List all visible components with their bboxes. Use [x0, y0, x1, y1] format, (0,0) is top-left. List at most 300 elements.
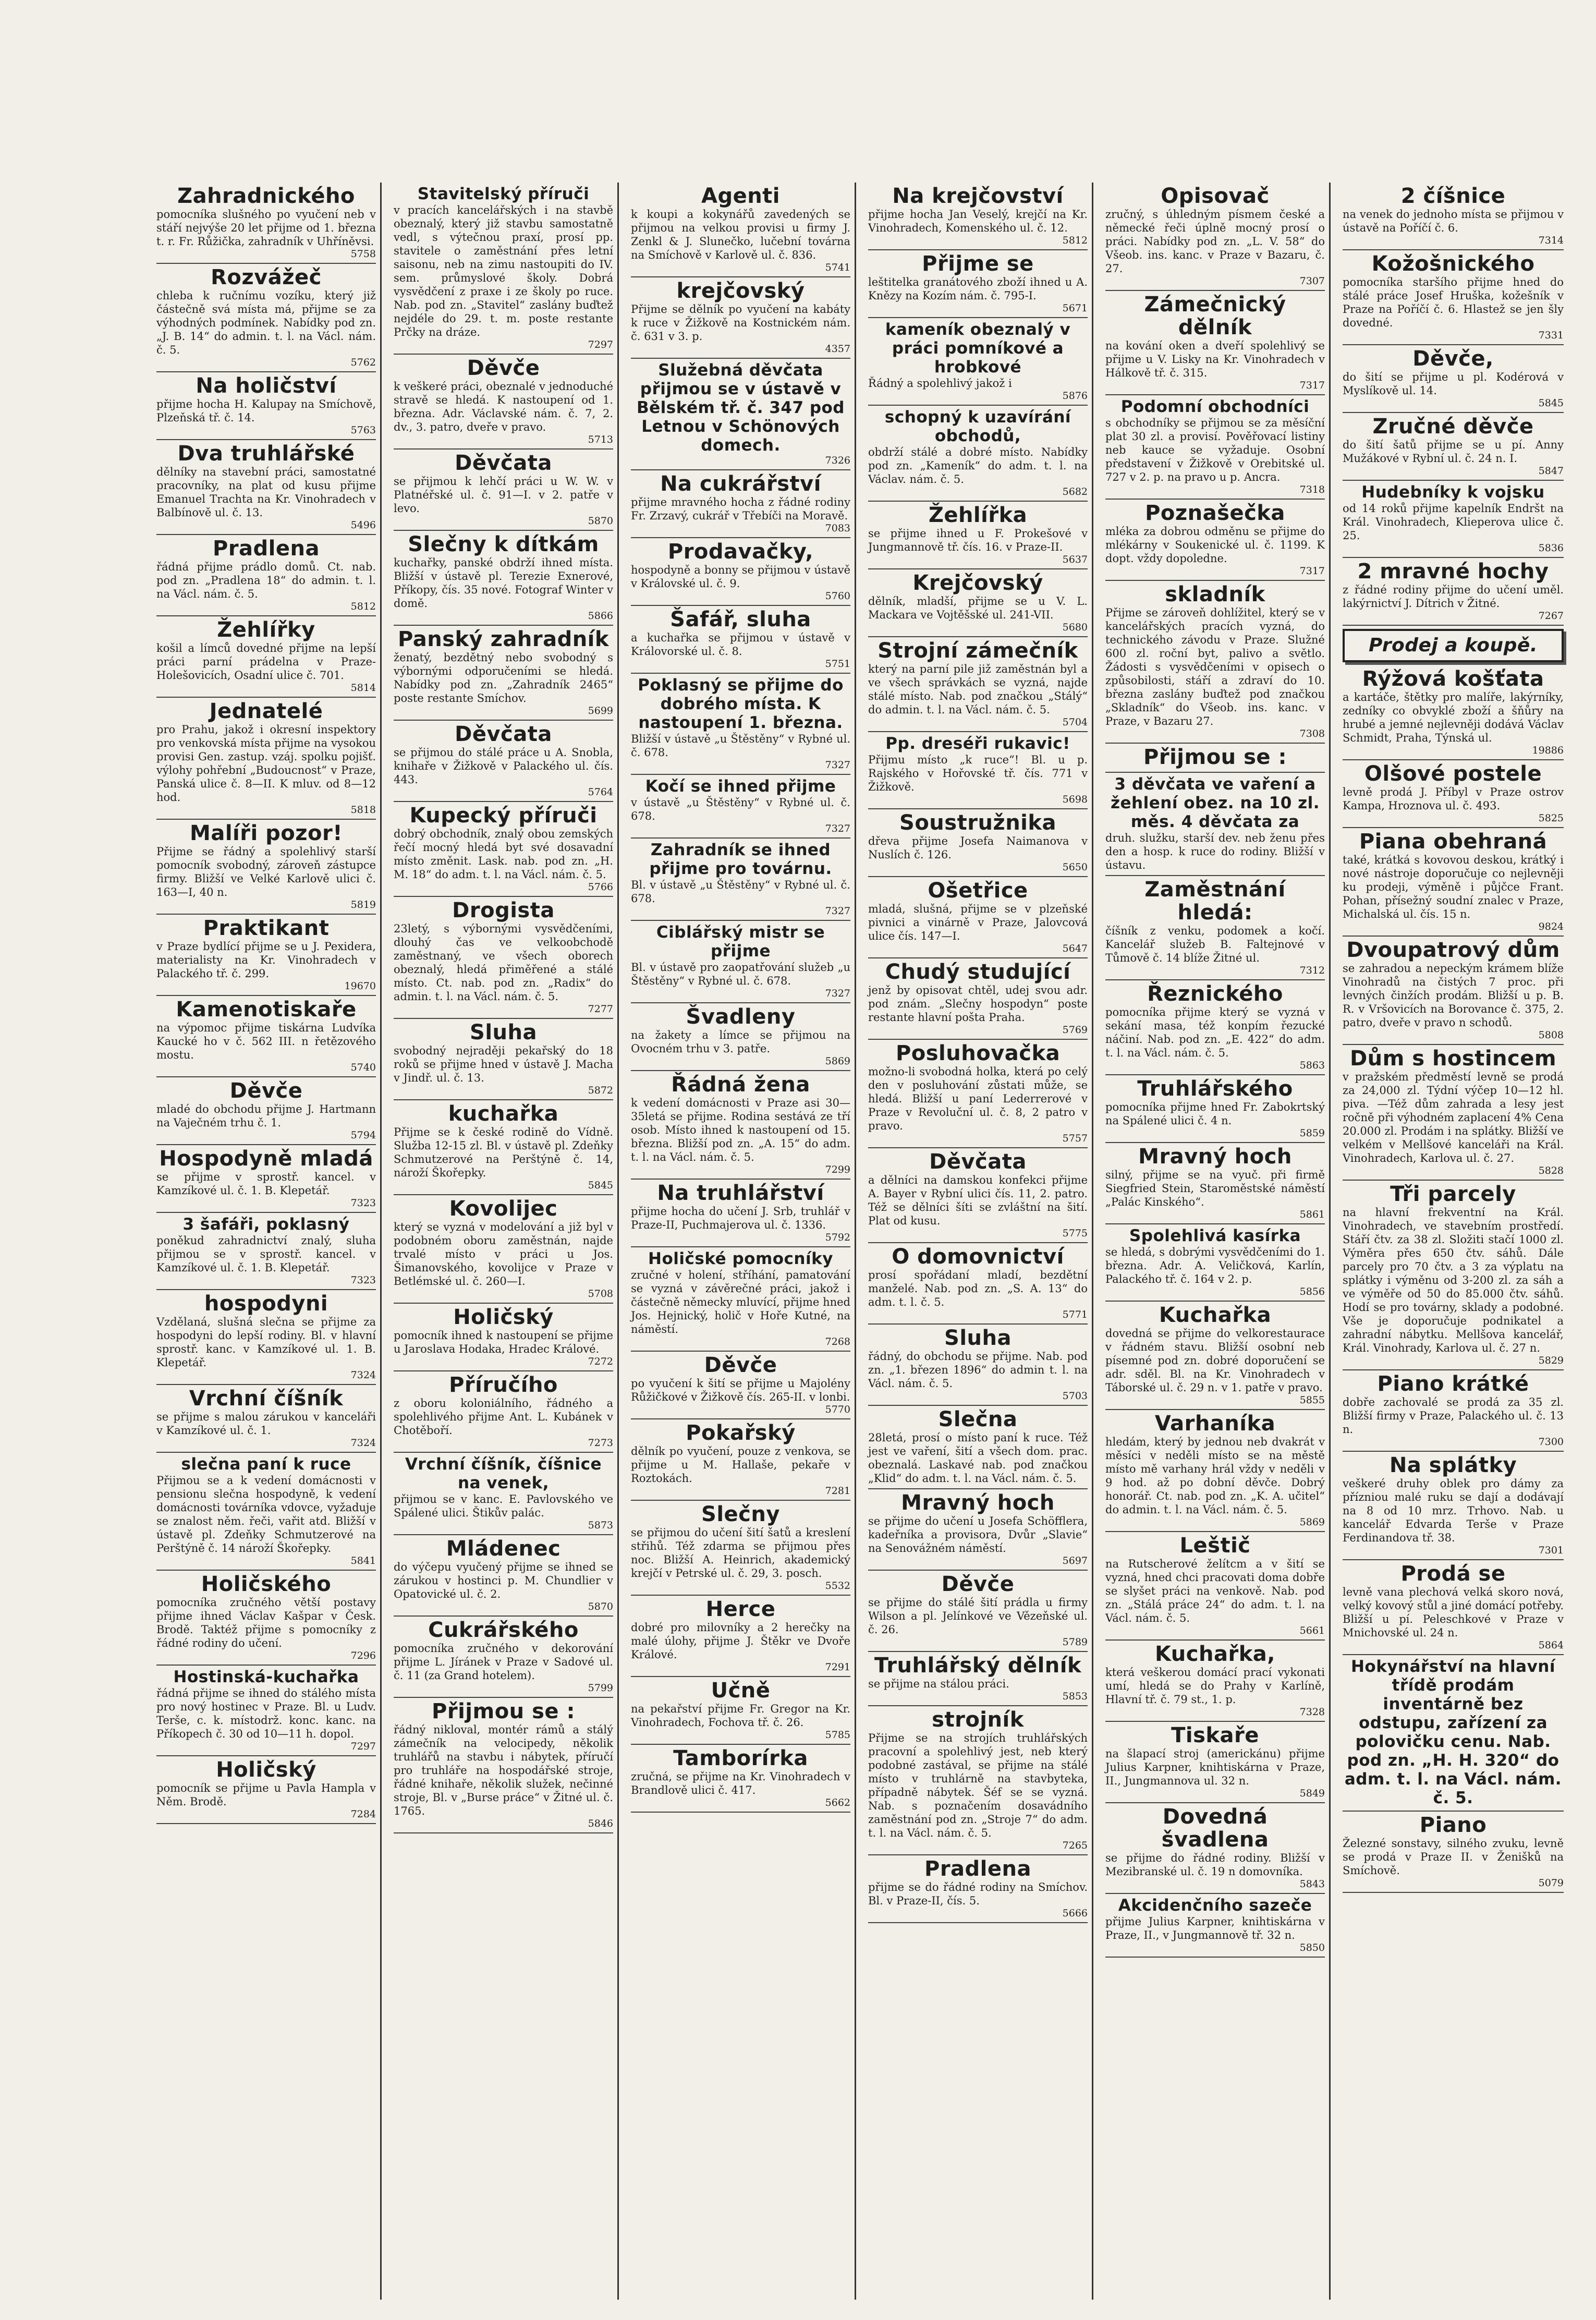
classified-ad — [394, 1019, 613, 1100]
ad-heading: kuchařka — [448, 1102, 559, 1126]
ad-heading: Na truhlářství — [657, 1181, 824, 1205]
classified-ad — [868, 1489, 1088, 1571]
ad-heading: Příručího — [449, 1373, 558, 1397]
ad-heading: Malíři pozor! — [190, 821, 343, 845]
ad-number: 5869 — [825, 1055, 850, 1067]
ad-body: Přijme se řádný a spolehlivý starší pomocník svobodný, zároveň zástupce firmy. Bližší ve Velké Karlově ulici č. 163—I, 40 n. — [156, 845, 376, 898]
classified-ad — [631, 359, 850, 470]
ad-body: ženatý, bezdětný nebo svobodný s výbornými odporučeními se hledá. Nabídky pod zn. „Zahradník 2465“ poste restante Smíchov. — [394, 651, 613, 704]
classified-ad — [631, 1501, 850, 1596]
classified-ad — [631, 1003, 850, 1071]
classified-ad — [156, 698, 376, 820]
ad-heading: Truhlářský dělník — [874, 1654, 1082, 1678]
ad-heading: Zahradník se ihned přijme pro továrnu. — [649, 841, 832, 878]
ad-heading: Mravný hoch — [901, 1491, 1055, 1515]
classified-ad — [156, 1213, 376, 1290]
ad-body: dovedná se přijme do velkorestaurace v řádném stavu. Bližší osobní neb písemné pod zn. dobré doporučení se adr. sděl. Bl. na Kr. Vinohradech v Táborské ul. č. 29 n. v 1. patře v pravo. — [1105, 1327, 1325, 1394]
ad-body: k vedení domácnosti v Praze asi 30—35letá se přijme. Rodina sestává ze tří osob. Místo ihned k nastoupení od 15. března. Bližší pod zn. „A. 15“ do adm. t. l. na Václ. nám. č. 5. — [631, 1097, 850, 1163]
classified-ad — [868, 1706, 1088, 1855]
ad-heading: 3 děvčata ve vaření a žehlení obez. na 10 zl. měs. 4 děvčata za — [1110, 775, 1320, 831]
ad-body: Bl. v ústavě pro zaopatřování služeb „u Štěstěny“ v Rybné ul. č. 678. — [631, 961, 850, 987]
ad-number: 5841 — [350, 1555, 376, 1566]
classified-ad — [1105, 581, 1325, 744]
ad-number: 5792 — [825, 1232, 850, 1243]
ad-heading: Tři parcely — [1390, 1182, 1516, 1206]
ad-heading: Mládenec — [446, 1537, 561, 1561]
classified-ad — [1105, 980, 1325, 1075]
ad-body: v Praze bydlící přijme se u J. Pexidera, materialisty na Kr. Vinohradech v Palackého tř. č. 299. — [156, 940, 376, 980]
ad-heading: Hudebníky k vojsku — [1361, 483, 1545, 502]
ad-body: mléka za dobrou odměnu se přijme do mlékárny v Soukenické ul. č. 1199. K dopt. vždy dopoledne. — [1105, 525, 1325, 565]
classified-ad — [631, 606, 850, 674]
classified-ad — [1105, 1224, 1325, 1302]
ad-heading: kameník obeznalý v práci pomníkové a hrobkové — [885, 320, 1071, 376]
classified-ad — [1105, 1143, 1325, 1224]
ad-heading: Děvče — [704, 1353, 777, 1377]
ad-number: 5703 — [1062, 1390, 1088, 1402]
ad-body: dělník, mladší, přijme se u V. L. Mackara ve Vojtěšské ul. 241-VII. — [868, 595, 1088, 621]
ad-number: 5870 — [588, 515, 613, 527]
ad-number: 7323 — [350, 1197, 376, 1209]
ad-heading: Děvče — [467, 356, 540, 380]
ad-number: 5762 — [350, 357, 376, 368]
ad-body: řádný nikloval, montér rámů a stálý zámečník na velocipedy, několik truhlářů na stavbu i nábytek, příručí pro truhláře na hospodářské stroje, řádné knihaře, několik služek, nečinné stroje, Bl. v „Burse práce“ v Žitné ul. č. 1765. — [394, 1723, 613, 1817]
ad-body: Železné sonstavy, silného zvuku, levně se prodá v Praze II. v Ženišků na Smíchově. — [1343, 1837, 1564, 1877]
ad-heading: Na krejčovství — [892, 184, 1064, 208]
classified-ad — [868, 183, 1088, 250]
ad-number: 5637 — [1062, 554, 1088, 565]
ad-body: přijme hocha Jan Veselý, krejčí na Kr. Vinohradech, Komenského ul. č. 12. — [868, 208, 1088, 234]
ad-body: pomocníka zručného větší postavy přijme ihned Václav Kašpar v Česk. Brodě. Taktéž přijme s pomocníky z řádné rodiny do učení. — [156, 1596, 376, 1649]
ad-body: přijme hocha H. Kalupay na Smíchově, Plzeňská tř. č. 14. — [156, 398, 376, 424]
ad-heading: Ošetřice — [928, 879, 1028, 903]
ad-body: z oboru koloniálního, řádného a spolehlivého přijme Ant. L. Kubánek v Chotěboří. — [394, 1397, 613, 1437]
ad-body: pomocník se přijme u Pavla Hampla v Něm. Brodě. — [156, 1782, 376, 1808]
ad-heading: Akcidenčního sazeče — [1118, 1896, 1312, 1915]
ad-heading: Chudý studující — [885, 960, 1071, 984]
ad-heading: Kožošnického — [1371, 252, 1535, 276]
ad-number: 7301 — [1538, 1545, 1564, 1556]
ad-number: 7327 — [825, 759, 850, 771]
ad-heading: Hospodyně mladá — [159, 1147, 373, 1171]
ad-number: 5863 — [1299, 1060, 1325, 1071]
classified-ad — [394, 1195, 613, 1304]
ad-number: 5698 — [1062, 794, 1088, 805]
ad-number: 19670 — [344, 980, 376, 992]
classified-ad — [394, 1535, 613, 1617]
classified-ad — [1343, 1812, 1564, 1893]
ad-body: přijme hocha do učení J. Srb, truhlář v Praze-II, Puchmajerova ul. č. 1336. — [631, 1205, 850, 1231]
ad-number: 7083 — [825, 523, 850, 534]
ad-body: od 14 roků přijme kapelník Endršt na Král. Vinohradech, Klieperova ulice č. 25. — [1343, 502, 1564, 542]
classified-ad — [156, 996, 376, 1077]
ad-number: 5697 — [1062, 1555, 1088, 1566]
classified-ad — [868, 569, 1088, 637]
ad-body: na kování oken a dveří spolehlivý se přijme u V. Lisky na Kr. Vinohradech v Hálkově tř. č. 315. — [1105, 339, 1325, 379]
classified-ad — [631, 277, 850, 359]
ad-heading: 2 mravné hochy — [1357, 560, 1549, 584]
ad-number: 5766 — [588, 881, 613, 893]
ad-body: přijme mravného hocha z řádné rodiny Fr. Zrzavý, cukrář v Třebíči na Moravě. — [631, 496, 850, 522]
classified-ad — [156, 915, 376, 996]
ad-heading: Vrchní číšník, číšnice na venek, — [405, 1455, 602, 1492]
ad-body: Přijme se dělník po vyučení na kabáty k ruce v Žižkově na Kostnickém nám. č. 631 v 3. p. — [631, 303, 850, 343]
ad-heading: Opisovač — [1161, 184, 1270, 208]
ad-heading: Žehlířky — [217, 618, 315, 642]
ad-body: chleba k ručnímu vozíku, který již částečně svá místa má, přijme se za výhodných podmínek. Nabídky pod zn. „J. B. 14“ do admin. t. l. na Václ. nám. č. 5. — [156, 289, 376, 356]
ad-heading: Poznašečka — [1145, 501, 1285, 525]
ad-body: pomocníka slušného po vyučení neb v stáří nejvýše 20 let přijme od 1. března t. r. Fr. Růžička, zahradník v Uhříněvsi. — [156, 208, 376, 248]
classified-ad — [868, 1652, 1088, 1706]
ad-number: 5496 — [350, 519, 376, 531]
ad-body: pomocníka přijme který se vyzná v sekání masa, též konpím řezucké náčiní. Nab. pod zn. „E. 422“ do adm. t. l. na Václ. nám. č. 5. — [1105, 1006, 1325, 1059]
ad-heading: 2 číšnice — [1400, 184, 1506, 208]
classified-ad — [631, 1352, 850, 1419]
classified-ad — [156, 1666, 376, 1756]
ad-heading: schopný k uzavírání obchodů, — [884, 408, 1071, 445]
ad-heading: Učně — [711, 1679, 771, 1703]
ad-body: se přijme do učení u Josefa Schöfflera, kadeřníka a provisora, Dvůr „Slavie“ na Senovážném náměstí. — [868, 1515, 1088, 1554]
ad-body: možno-li svobodná holka, která po celý den v posluhování zůstati může, se hledá. Bližší u paní Lederrerové v Praze v Revoluční ul. č. 8, 2 patro v pravo. — [868, 1065, 1088, 1132]
classified-ad — [868, 318, 1088, 406]
ad-number: 5829 — [1538, 1355, 1564, 1366]
classified-ad — [1105, 291, 1325, 395]
classified-ad — [1343, 413, 1564, 481]
classified-ad — [1105, 1532, 1325, 1641]
ad-number: 5661 — [1299, 1625, 1325, 1636]
classified-ad — [1105, 1722, 1325, 1803]
classified-ad — [1343, 183, 1564, 250]
classified-ad — [394, 450, 613, 531]
ad-body: v ústavě „u Štěstěny“ v Rybné ul. č. 678. — [631, 796, 850, 822]
ad-body: dělník po vyučení, pouze z venkova, se přijme u M. Hallaše, pekaře v Roztokách. — [631, 1445, 850, 1485]
classified-ad — [156, 440, 376, 535]
ad-number: 5812 — [1062, 235, 1088, 246]
column-6 — [1338, 183, 1568, 2300]
classified-ad — [1343, 1560, 1564, 1655]
ad-body: se přijmou k lehčí práci u W. W. v Platnéřské ul. č. 91—I. v 2. patře v levo. — [394, 475, 613, 515]
ad-body: pomocníka přijme hned Fr. Zabokrtský na Spálené ulici č. 4 n. — [1105, 1101, 1325, 1127]
classified-ad — [156, 264, 376, 372]
classified-ad — [1105, 500, 1325, 581]
ad-heading: Sluha — [470, 1021, 537, 1044]
ad-body: poněkud zahradnictví znalý, sluha přijmou se v sprostř. kancel. v Kamzíkové ul. č. 1. B. Klepetář. — [156, 1234, 376, 1274]
ad-heading: Děvče — [229, 1079, 303, 1103]
ad-number: 5666 — [1062, 1908, 1088, 1919]
ad-heading: Děvče — [941, 1572, 1015, 1596]
ad-heading: Řádná žena — [671, 1073, 810, 1097]
ad-body: veškeré druhy oblek pro dámy za přízniou malé ruku se dají a dodávají na 8 od 10 mrz. Trhovo. Nab. u kancelář Edvarda Terše v Praze Ferdinandova tř. 38. — [1343, 1477, 1564, 1544]
classified-ad — [1105, 1410, 1325, 1532]
classified-ad — [394, 802, 613, 897]
ad-heading: Vrchní číšník — [189, 1387, 344, 1411]
ad-number: 5876 — [1062, 390, 1088, 402]
ad-number: 5843 — [1299, 1878, 1325, 1890]
ad-heading: Kovolijec — [449, 1197, 558, 1221]
ad-body: silný, přijme se na vyuč. při firmě Siegfried Stein, Staroměstské náměstí „Palác Kinského“. — [1105, 1169, 1325, 1208]
ad-body: na šlapací stroj (americkánu) přijme Julius Karpner, knihtiskárna v Praze, II., Jungmannova ul. 32 n. — [1105, 1747, 1325, 1787]
ad-number: 5647 — [1062, 943, 1088, 954]
ad-number: 5532 — [825, 1580, 850, 1592]
ad-body: hospodyně a bonny se přijmou v ústavě v Královské ul. č. 9. — [631, 564, 850, 590]
ad-heading: Poklasný se přijme do dobrého místa. K nastoupení 1. března. — [638, 676, 844, 732]
ad-body: po vyučení k šití se přijme u Majolény Růžičkové v Žižkově čís. 265-II. v lonbi. — [631, 1377, 850, 1403]
classified-ad — [868, 809, 1088, 877]
ad-number: 5859 — [1299, 1127, 1325, 1139]
column-5 — [1101, 183, 1331, 2300]
ad-heading: strojník — [932, 1708, 1024, 1732]
ad-heading: Prodá se — [1400, 1562, 1506, 1586]
classified-ad — [868, 406, 1088, 502]
ad-body: v pražském předměstí levně se prodá za 24,000 zl. Týdní výčep 10—12 hl. piva. —Též dům zahrada a lesy jest ročně při výhodném zaplacení 4% Cena 20.000 zl. Prodám i na splátky. Bližší ve velkém v Mellšové kanceláři na Král. Vinohradech, Karlova ul. č. 27. — [1343, 1071, 1564, 1164]
ad-heading: Holičské pomocníky — [648, 1249, 833, 1268]
ad-heading: hospodyni — [204, 1292, 328, 1316]
ad-heading: Tiskaře — [1171, 1723, 1259, 1747]
classified-ad — [868, 1148, 1088, 1243]
ad-heading: Praktikant — [203, 916, 330, 940]
ad-number: 7317 — [1299, 565, 1325, 577]
ad-heading: Strojní zámečník — [878, 639, 1078, 663]
classified-ad — [156, 1145, 376, 1213]
classified-ad — [1343, 1655, 1564, 1812]
ad-heading: Přijme se — [922, 252, 1034, 276]
ad-heading: Holičský — [453, 1305, 554, 1329]
ad-heading: Švadleny — [686, 1005, 796, 1029]
ad-heading: Kuchařka — [1159, 1303, 1272, 1327]
newspaper-classifieds-page — [152, 183, 1570, 2300]
ad-heading: Cukrářského — [428, 1618, 579, 1642]
classified-ad — [1105, 876, 1325, 980]
ad-body: z řádné rodiny přijme do učení uměl. lakýrnictví J. Dítrich v Žitné. — [1343, 584, 1564, 610]
ad-body: se přijme do řádné rodiny. Bližší v Mezibranské ul. č. 19 n domovníka. — [1105, 1852, 1325, 1878]
ad-number: 5799 — [588, 1682, 613, 1694]
ad-number: 7296 — [350, 1650, 376, 1661]
classified-ad — [1105, 773, 1325, 876]
ad-number: 5771 — [1062, 1309, 1088, 1320]
ad-number: 7284 — [350, 1808, 376, 1820]
ad-number: 7299 — [825, 1164, 850, 1175]
ad-body: 23letý, s výbornými vysvědčeními, dlouhý čas ve velkoobchodě zaměstnaný, ve všech oborech obeznalý, hledá přiměřené a stálé místo. Ct. nab. pod zn. „Radix“ do admin. t. l. na Václ. nám. č. 5. — [394, 922, 613, 1003]
ad-body: dřeva přijme Josefa Naimanova v Nuslích č. 126. — [868, 835, 1088, 861]
ad-number: 5775 — [1062, 1228, 1088, 1239]
column-1 — [152, 183, 382, 2300]
ad-number: 5699 — [588, 705, 613, 716]
ad-number: 7300 — [1538, 1436, 1564, 1448]
ad-number: 7297 — [588, 339, 613, 350]
ad-heading: Na splátky — [1389, 1453, 1517, 1477]
ad-body: prosí spořádaní mladí, bezdětní manželé. Nab. pod zn. „S. A. 13“ do adm. t. l. č. 5. — [868, 1269, 1088, 1308]
classified-ad — [631, 1071, 850, 1180]
classified-ad — [394, 897, 613, 1019]
ad-heading: Piano krátké — [1377, 1372, 1529, 1396]
ad-body: na žakety a límce se přijmou na Ovocném trhu v 3. patře. — [631, 1029, 850, 1055]
classified-ad — [1343, 1045, 1564, 1181]
ad-number: 7328 — [1299, 1706, 1325, 1718]
ad-number: 5789 — [1062, 1636, 1088, 1648]
classified-ad — [868, 637, 1088, 732]
ad-body: na výpomoc přijme tiskárna Ludvíka Kaucké ho v č. 562 III. n řetězového mostu. — [156, 1022, 376, 1061]
ad-body: v pracích kancelářských i na stavbě obeznalý, který již stavbu samostatně vedl, s výtečnou praxí, prosí pp. stavitele o zaměstnání přes letní saisonu, neb na zimu nastoupiti do IV. sem. průmyslové školy. Dobrá vysvědčení z praxe i ze školy po ruce. Nab. pod zn. „Stavitel“ zaslány buďtež nejdéle do 29. t. m. poste restante Prčky na dráze. — [394, 204, 613, 338]
classified-ad — [1105, 395, 1325, 500]
classified-ad — [1343, 629, 1564, 662]
ad-number: 19886 — [1532, 745, 1564, 756]
ad-number: 5708 — [588, 1288, 613, 1299]
classified-ad — [631, 674, 850, 775]
ad-body: se přijme na stálou práci. — [868, 1678, 1009, 1690]
classified-ad — [156, 372, 376, 440]
ad-number: 5680 — [1062, 622, 1088, 633]
ad-body: Přijme se k české rodině do Vídně. Služba 12-15 zl. Bl. v ústavě pl. Zdeňky Schmutzerové na Perštýně č. 14, nároží Škořepky. — [394, 1126, 613, 1179]
ad-heading: Dvoupatrový dům — [1346, 938, 1560, 962]
ad-heading: Hostinská-kuchařka — [173, 1668, 359, 1686]
ad-number: 5650 — [1062, 861, 1088, 873]
ad-body: který se vyzná v modelování a již byl v podobném oboru zaměstnán, najde trvalé místo v práci u Jos. Šimanovského, kovolijce v Praze v Betlémské ul. č. 260—I. — [394, 1221, 613, 1287]
classified-ad — [1343, 558, 1564, 626]
ad-number: 7327 — [825, 823, 850, 834]
ad-heading: Dům s hostincem — [1349, 1047, 1557, 1071]
classified-ad — [1343, 828, 1564, 937]
ad-number: 7324 — [350, 1369, 376, 1381]
ad-body: která veškerou domácí prací vykonati umí, hledá se do Prahy v Karlíně, Hlavní tř. č. 79 st., 1. p. — [1105, 1666, 1325, 1706]
classified-ad — [868, 1243, 1088, 1325]
ad-number: 5794 — [350, 1129, 376, 1141]
classified-ad — [156, 183, 376, 264]
classified-ad — [631, 1596, 850, 1677]
classified-ad — [1105, 1302, 1325, 1410]
ad-body: Řádný a spolehlivý jakož i — [868, 377, 1012, 390]
ad-heading: Děvčata — [455, 451, 552, 475]
ad-body: který na parní pile již zaměstnán byl a ve všech správkách se vyzná, najde stálé místo. Nab. pod značkou „Stálý“ do admin. t. l. na Václ. nám. č. 5. — [868, 663, 1088, 716]
ad-heading: Podomní obchodníci — [1120, 397, 1310, 416]
ad-heading: Slečny k dítkám — [408, 532, 599, 556]
ad-body: na hlavní frekventní na Král. Vinohradech, ve stavebním prostředí. Stáří čtv. za 38 zl. Složiti stačí 1000 zl. Výměra přes 650 čtv. sáhů. Dále parcely pro 70 čtv. a 3 za výplatu na splátky i výměnu od 3-200 zl. za sáh a ve výměře od 50 do 85.000 čtv. sáhů. Hodí se pro továrny, sklady a podobné. Vše je doporučuje podnikatel a zahradní nábytku. Mellšova kancelář, Král. Vinohrady, Karlova ul. č. 27 n. — [1343, 1206, 1564, 1354]
ad-number: 5713 — [588, 434, 613, 445]
classified-ad — [1343, 250, 1564, 345]
ad-number: 7307 — [1299, 275, 1325, 287]
classified-ad — [394, 626, 613, 721]
ad-body: pomocníka zručného v dekorování přijme L. Jíránek v Praze v Sadové ul. č. 11 (za Grand hotelem). — [394, 1642, 613, 1682]
classified-ad — [1105, 1894, 1325, 1958]
ad-heading: Zahradnického — [177, 184, 355, 208]
ad-number: 5818 — [350, 804, 376, 816]
ad-heading: Dva truhlářské — [177, 442, 355, 466]
classified-ad — [868, 250, 1088, 318]
classified-ad — [156, 820, 376, 915]
ad-number: 5864 — [1538, 1639, 1564, 1651]
ad-heading: slečna paní k ruce — [181, 1455, 351, 1474]
ad-number: 5869 — [1299, 1516, 1325, 1528]
ad-body: číšník z venku, podomek a kočí. Kancelář služeb B. Faltejnové v Tůmově č. 14 blíže Žitné ul. — [1105, 925, 1325, 964]
ad-body: pro Prahu, jakož i okresní inspektory pro venkovská místa přijme na vysokou provisi Gen. zastup. vzáj. spolku pojišť. výlohy pohřební „Budoucnost“ v Praze, Panská ulice č. 8—II. K mluv. od 8—12 hod. — [156, 723, 376, 804]
classified-ad — [394, 531, 613, 626]
classified-ad — [156, 1077, 376, 1145]
classified-ad — [631, 839, 850, 921]
classified-ad — [868, 732, 1088, 809]
ad-number: 7324 — [350, 1437, 376, 1449]
ad-body: se přijme s malou zárukou v kanceláři v Kamzíkové ul. č. 1. — [156, 1411, 376, 1437]
ad-body: na Rutscherové želítcm a v šití se vyzná, hned chci pracovati doma dobře se slyšet práci na venkově. Nab. pod zn. „Stálá práce 24“ do adm. t. l. na Václ. nám. č. 5. — [1105, 1558, 1325, 1624]
ad-body: k koupi a kokynářů zavedených se přijmou na velkou provisi u firmy J. Zenkl & J. Slunečko, lučební továrna na Smíchově v Karlově ul. č. 836. — [631, 208, 850, 261]
column-3 — [627, 183, 856, 2300]
ad-heading: Kočí se ihned přijme — [645, 777, 836, 796]
classified-ad — [868, 958, 1088, 1040]
classified-ad — [868, 1406, 1088, 1489]
classified-ad — [394, 183, 613, 355]
ad-heading: Leštič — [1179, 1534, 1251, 1558]
classified-ad — [156, 616, 376, 698]
ad-number: 5808 — [1538, 1029, 1564, 1041]
classified-ad — [156, 1385, 376, 1453]
ad-number: 5079 — [1538, 1877, 1564, 1889]
ad-body: a kartáče, štětky pro malíře, lakýrníky, zedníky co obvyklé zboží a šňůry na hrubé a jemné nejlevněji dodává Václav Schmidt, Praha, Týnská ul. — [1343, 691, 1564, 744]
classified-ad — [868, 1325, 1088, 1406]
ad-heading: Holičský — [216, 1758, 316, 1782]
ad-body: na venek do jednoho místa se přijmou v ústavě na Poříčí č. 6. — [1343, 208, 1564, 234]
classified-ad — [631, 921, 850, 1003]
ad-body: Přijmou se a k vedení domácnosti v pensionu slečna hospodyně, k vedení domácnosti továrníka vdovce, vyžaduje se znalost něm. řeči, vařit atd. Bližší v ústavě pl. Zdeňky Schmutzerové na Perštýně č. 14 nároží Škořepky. — [156, 1474, 376, 1554]
ad-body: řádná přijme se ihned do stálého místa pro nový hostinec v Praze. Bl. u Ludv. Terše, c. k. místodrž. konc. kanc. na Příkopech č. 30 od 10—11 h. dopol. — [156, 1687, 376, 1740]
ad-number: 5763 — [350, 424, 376, 436]
classified-ad — [631, 1677, 850, 1745]
ad-body: levně vana plechová velká skoro nová, velký kovový stůl a jiné domácí potřeby. Bližší u pí. Peleschkové v Praze v Mnichovské ul. 24 n. — [1343, 1586, 1564, 1639]
ad-number: 7273 — [588, 1437, 613, 1449]
ad-heading: Tamborírka — [673, 1746, 808, 1770]
ad-heading: Děvčata — [929, 1150, 1027, 1174]
classified-ad — [1105, 744, 1325, 773]
ad-number: 7327 — [825, 905, 850, 917]
ad-body: řádný, do obchodu se přijme. Nab. pod zn. „1. březen 1896“ do admin t. l. na Václ. nám. č. 5. — [868, 1350, 1088, 1390]
ad-number: 5845 — [1538, 397, 1564, 409]
ad-heading: krejčovský — [676, 279, 805, 303]
ad-body: 28letá, prosí o místo paní k ruce. Též jest ve vaření, šití a všech dom. prac. obeznalá. Laskavé nab. pod značkou „Klid“ do adm. t. l. na Václ. nám. č. 5. — [868, 1431, 1088, 1485]
ad-number: 5740 — [350, 1062, 376, 1073]
ad-body: pomocník ihned k nastoupení se přijme u Jaroslava Hodaka, Hradec Králové. — [394, 1329, 613, 1355]
ad-body: přijme se do řádné rodiny na Smíchov. Bl. v Praze-II, čís. 5. — [868, 1881, 1088, 1907]
ad-number: 5850 — [1299, 1942, 1325, 1953]
column-2 — [389, 183, 619, 2300]
ad-number: 5662 — [825, 1797, 850, 1808]
ad-body: dělníky na stavební práci, samostatné pracovníky, na plat od kusu přijme Emanuel Trachta na Kr. Vinohradech v Balbínově ul. č. 13. — [156, 466, 376, 519]
ad-heading: Drogista — [452, 898, 555, 922]
ad-number: 5870 — [588, 1601, 613, 1612]
ad-heading: Dovedná švadlena — [1161, 1805, 1269, 1852]
ad-body: se přijmou do stálé práce u A. Snobla, knihaře v Žižkově v Palackého ul. čís. 443. — [394, 746, 613, 786]
ad-heading: Spolehlivá kasírka — [1129, 1226, 1301, 1245]
ad-number: 7277 — [588, 1003, 613, 1015]
ad-body: se přijme v sprostř. kancel. v Kamzíkové ul. č. 1. B. Klepetář. — [156, 1171, 376, 1197]
ad-number: 5741 — [825, 262, 850, 273]
ad-number: 7272 — [588, 1356, 613, 1367]
classified-ad — [1343, 1181, 1564, 1370]
ad-body: leštitelka granátového zboží ihned u A. Knězy na Kozím nám. č. 795-I. — [868, 276, 1088, 302]
ad-number: 5825 — [1538, 812, 1564, 824]
ad-heading: Herce — [705, 1597, 776, 1621]
ad-body: pomocníka staršího přijme hned do stálé práce Josef Hruška, kožešník v Praze na Poříčí č. 6. Hlastež se jen šly dovedné. — [1343, 276, 1564, 329]
ad-number: 7267 — [1538, 610, 1564, 622]
ad-heading: Pradlena — [213, 537, 320, 561]
ad-heading: Kuchařka, — [1155, 1642, 1275, 1666]
ad-number: 5828 — [1538, 1165, 1564, 1176]
ad-body: Přijme se zároveň dohlížitel, který se v kancelářských pracích vyzná, do technického závodu v Praze. Služné 600 zl. roční byt, palivo a světlo. Žádosti s vysvědčeními v opisech o způsobilosti, stáří a zdraví do 10. března zaslány buďtež pod značkou „Skladník“ do Všeob. ins. kanc. v Praze, v Bazaru 27. — [1105, 606, 1325, 727]
ad-number: 7291 — [825, 1661, 850, 1673]
classified-ad — [631, 538, 850, 606]
ad-body: košil a límců dovedné přijme na lepší práci parní prádelna v Praze-Holešovicích, Osadní ulice č. 701. — [156, 642, 376, 682]
ad-number: 7281 — [825, 1485, 850, 1497]
classified-ad — [631, 775, 850, 839]
ad-heading: Zámečnický dělník — [1144, 293, 1286, 339]
ad-heading: Olšové postele — [1364, 762, 1542, 786]
ad-body: Vzdělaná, slušná slečna se přijme za hospodyni do lepší rodiny. Bl. v hlavní sprostř. kanc. v Kamzíkové ul. 1. B. Klepetář. — [156, 1316, 376, 1369]
